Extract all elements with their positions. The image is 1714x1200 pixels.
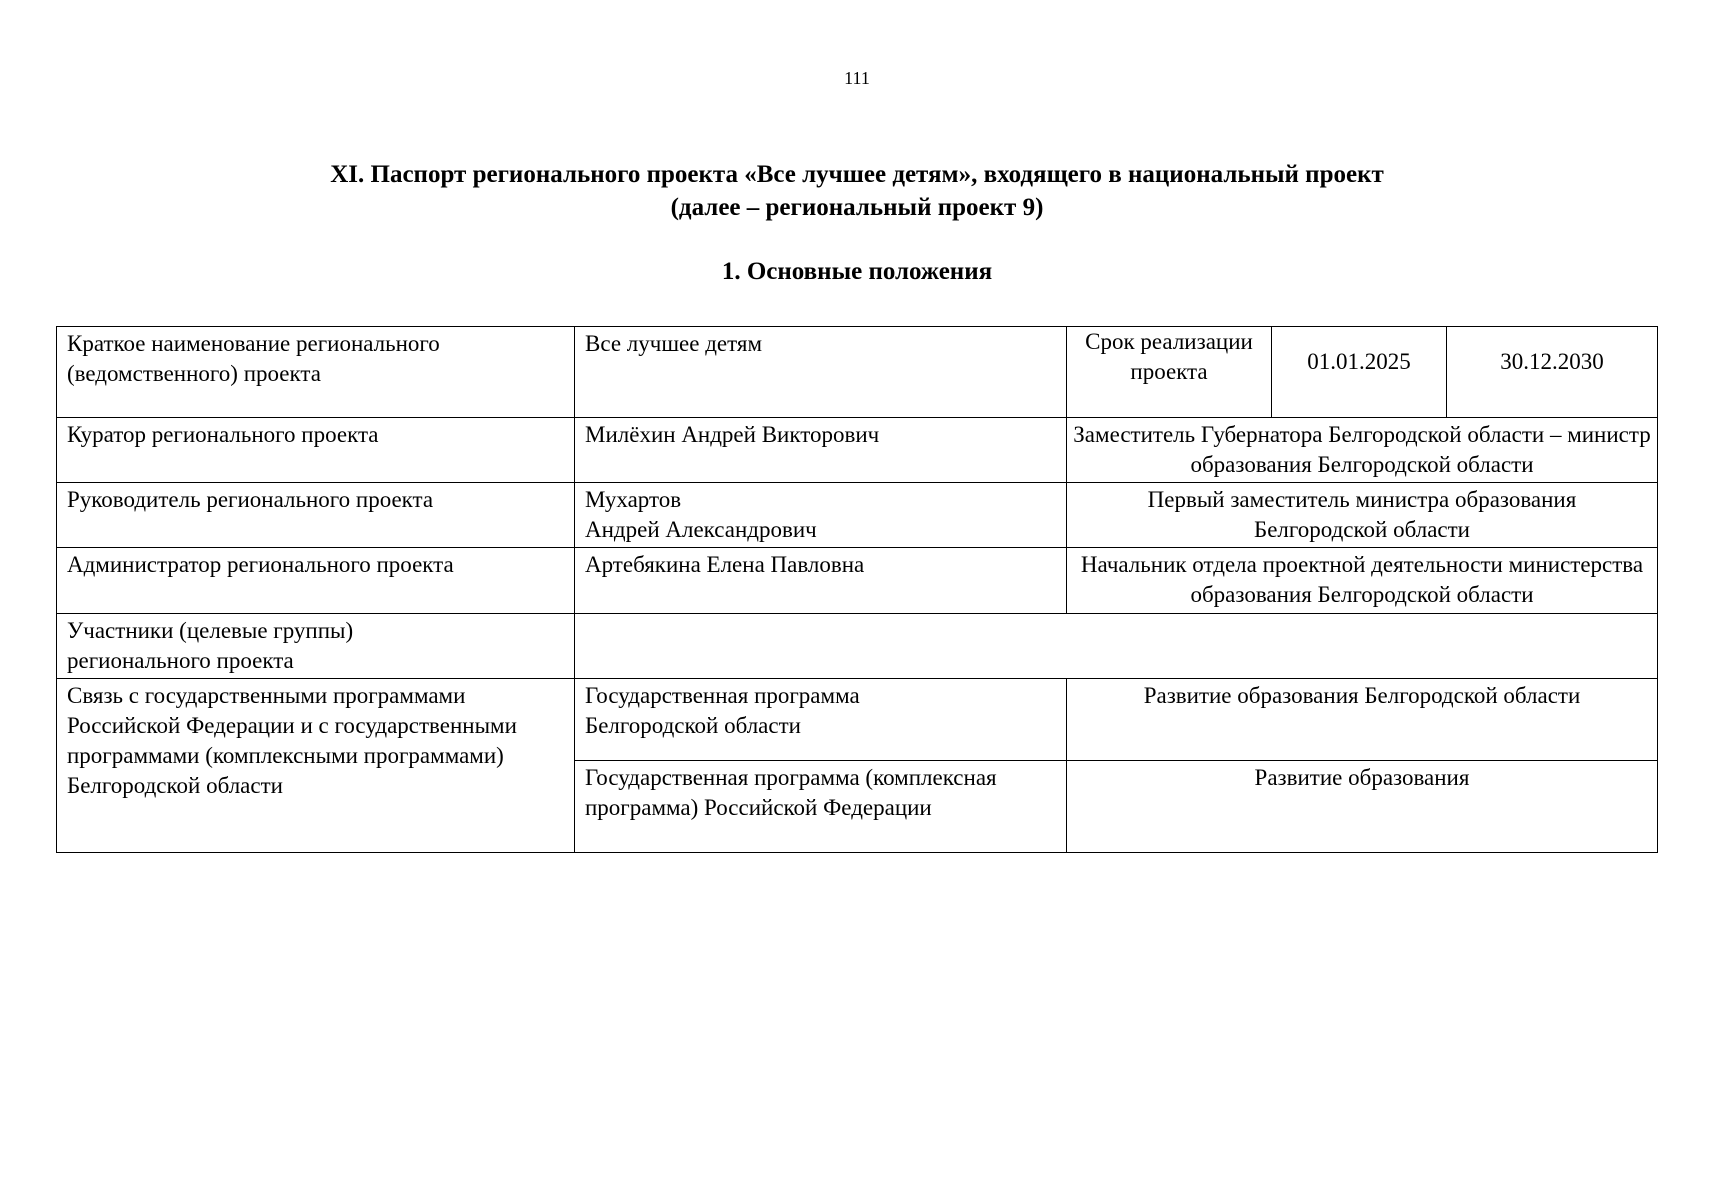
- page-number: 111: [844, 68, 870, 88]
- administrator-position: Начальник отдела проектной деятельности министерства образования Белгородской области: [1067, 548, 1658, 614]
- passport-table: [56, 326, 1658, 853]
- curator-position: Заместитель Губернатора Белгородской области – министр образования Белгородской области: [1067, 418, 1658, 483]
- head-name: [575, 483, 1067, 548]
- term-label: Срок реализации проекта: [1067, 327, 1272, 418]
- head-label: Руководитель регионального проекта: [57, 483, 575, 548]
- head-position: Первый заместитель министра образования Белгородской области: [1067, 483, 1658, 548]
- regional-program-name: Развитие образования Белгородской области: [1067, 679, 1658, 761]
- document-title-line-1: XI. Паспорт регионального проекта «Все лучшее детям», входящего в национальный проект: [330, 161, 1384, 188]
- administrator-name: Артебякина Елена Павловна: [575, 548, 1067, 614]
- table-row-administrator: [57, 548, 1658, 614]
- section-title: 1. Основные положения: [721, 258, 993, 285]
- federal-program-type: Государственная программа (комплексная программа) Российской Федерации: [575, 761, 1067, 853]
- federal-program-name: Развитие образования: [1067, 761, 1658, 853]
- document-title-line-2: (далее – региональный проект 9): [670, 194, 1044, 221]
- table-row-curator: [57, 418, 1658, 483]
- document-title: [0, 158, 1714, 224]
- short-name-label: Краткое наименование регионального (ведомственного) проекта: [57, 327, 575, 418]
- administrator-label: Администратор регионального проекта: [57, 548, 575, 614]
- table-row-head: [57, 483, 1658, 548]
- regional-program-type: Государственная программа Белгородской области: [575, 679, 1067, 761]
- programs-label: Связь с государственными программами Российской Федерации и с государственными программами (комплексными программами) Белгородской области: [57, 679, 575, 853]
- table-row-short-name: [57, 327, 1658, 418]
- term-start-date: 01.01.2025: [1272, 327, 1447, 418]
- table-row-programs-regional: [57, 679, 1658, 761]
- participants-label: Участники (целевые группы) регионального проекта: [57, 614, 575, 679]
- term-end-date: 30.12.2030: [1447, 327, 1658, 418]
- table-row-participants: [57, 614, 1658, 679]
- participants-value: [575, 614, 1658, 679]
- head-name-line-1: Мухартов: [585, 487, 682, 512]
- head-name-line-2: Андрей Александрович: [585, 517, 817, 542]
- curator-label: Куратор регионального проекта: [57, 418, 575, 483]
- short-name-value: Все лучшее детям: [575, 327, 1067, 418]
- curator-name: Милёхин Андрей Викторович: [575, 418, 1067, 483]
